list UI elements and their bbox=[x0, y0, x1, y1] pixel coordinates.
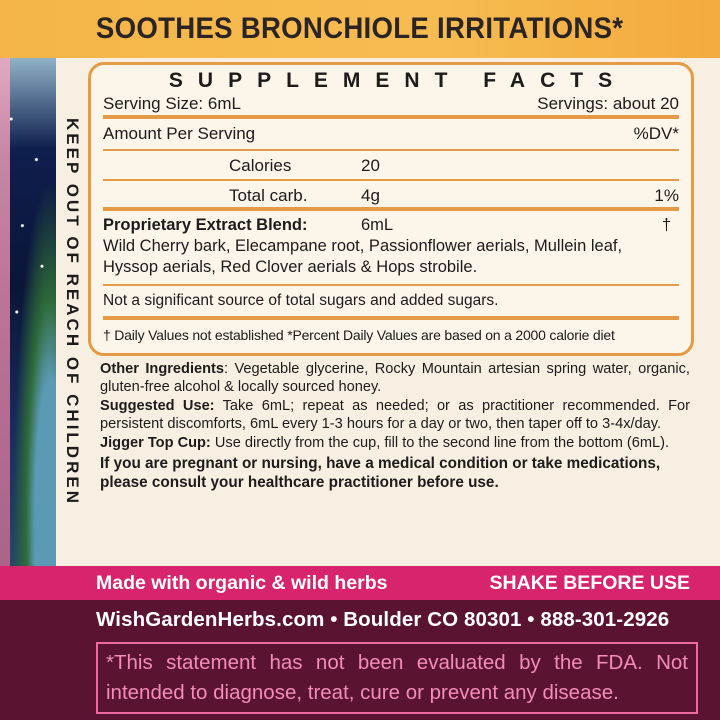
dv-footnote: † Daily Values not established *Percent Daily Values are based on a 2000 calorie diet bbox=[103, 327, 615, 343]
dv-header: %DV* bbox=[633, 124, 679, 143]
carb-label: Total carb. bbox=[229, 186, 308, 205]
suggested-use-text: Take 6mL; repeat as needed; or as practitioner recommended. For persistent discomforts, 6mL every 1-3 hours for a day or two, then taper off to 3-4x/day. bbox=[100, 398, 690, 432]
headline-banner bbox=[0, 0, 720, 58]
sugar-note: Not a significant source of total sugars and added sugars. bbox=[103, 286, 679, 320]
amount-header-row bbox=[103, 119, 679, 151]
carb-dv: 1% bbox=[654, 186, 679, 205]
pregnancy-warning: If you are pregnant or nursing, have a medical condition or take medications, please consult your healthcare practitioner before use. bbox=[100, 455, 661, 491]
headline-text: SOOTHES BRONCHIOLE IRRITATIONS* bbox=[96, 12, 624, 45]
keep-out-of-reach-text: KEEP OUT OF REACH OF CHILDREN bbox=[63, 118, 82, 506]
footer-panel bbox=[0, 600, 720, 720]
fda-disclaimer: *This statement has not been evaluated by the FDA. Not intended to diagnose, treat, cure or prevent any disease. bbox=[96, 642, 698, 714]
other-ingredients bbox=[100, 360, 690, 396]
blend-amount: 6mL bbox=[361, 216, 394, 234]
side-warning bbox=[56, 58, 88, 566]
blend-header bbox=[103, 215, 679, 236]
calories-row bbox=[103, 151, 679, 181]
other-ingredients-text: : Vegetable glycerine, Rocky Mountain artesian spring water, organic, gluten-free alcohol & locally sourced honey. bbox=[100, 361, 690, 395]
blend-dv: † bbox=[661, 216, 671, 234]
organic-text: Made with organic & wild herbs bbox=[96, 571, 388, 594]
organic-banner bbox=[0, 566, 720, 600]
servings-count: Servings: about 20 bbox=[537, 94, 679, 113]
calories-value: 20 bbox=[361, 156, 380, 175]
amount-per-serving: Amount Per Serving bbox=[103, 124, 256, 143]
serving-size: Serving Size: 6mL bbox=[103, 94, 241, 113]
blend-label: Proprietary Extract Blend: bbox=[103, 216, 308, 234]
carb-value: 4g bbox=[361, 186, 380, 205]
blend-ingredients: Wild Cherry bark, Elecampane root, Passionflower aerials, Mullein leaf, Hyssop aerials, Red Clover aerials & Hops strobile. bbox=[103, 237, 623, 276]
suggested-use-label: Suggested Use: bbox=[100, 398, 215, 414]
decorative-space-artwork bbox=[0, 58, 56, 566]
calories-label: Calories bbox=[229, 156, 292, 175]
supplement-facts-panel bbox=[88, 62, 694, 356]
other-ingredients-label: Other Ingredients bbox=[100, 361, 225, 377]
carb-row bbox=[103, 181, 679, 211]
jigger-cup-text: Use directly from the cup, fill to the second line from the bottom (6mL). bbox=[210, 435, 670, 451]
suggested-use bbox=[100, 397, 690, 433]
contact-line: WishGardenHerbs.com • Boulder CO 80301 • 888-301-2926 bbox=[96, 608, 670, 631]
facts-title: SUPPLEMENT FACTS bbox=[168, 69, 628, 92]
proprietary-blend bbox=[103, 211, 679, 286]
serving-row bbox=[103, 93, 679, 119]
jigger-cup bbox=[100, 434, 690, 452]
jigger-cup-label: Jigger Top Cup: bbox=[100, 435, 211, 451]
shake-text: SHAKE BEFORE USE bbox=[489, 571, 690, 594]
directions-section bbox=[100, 360, 690, 493]
